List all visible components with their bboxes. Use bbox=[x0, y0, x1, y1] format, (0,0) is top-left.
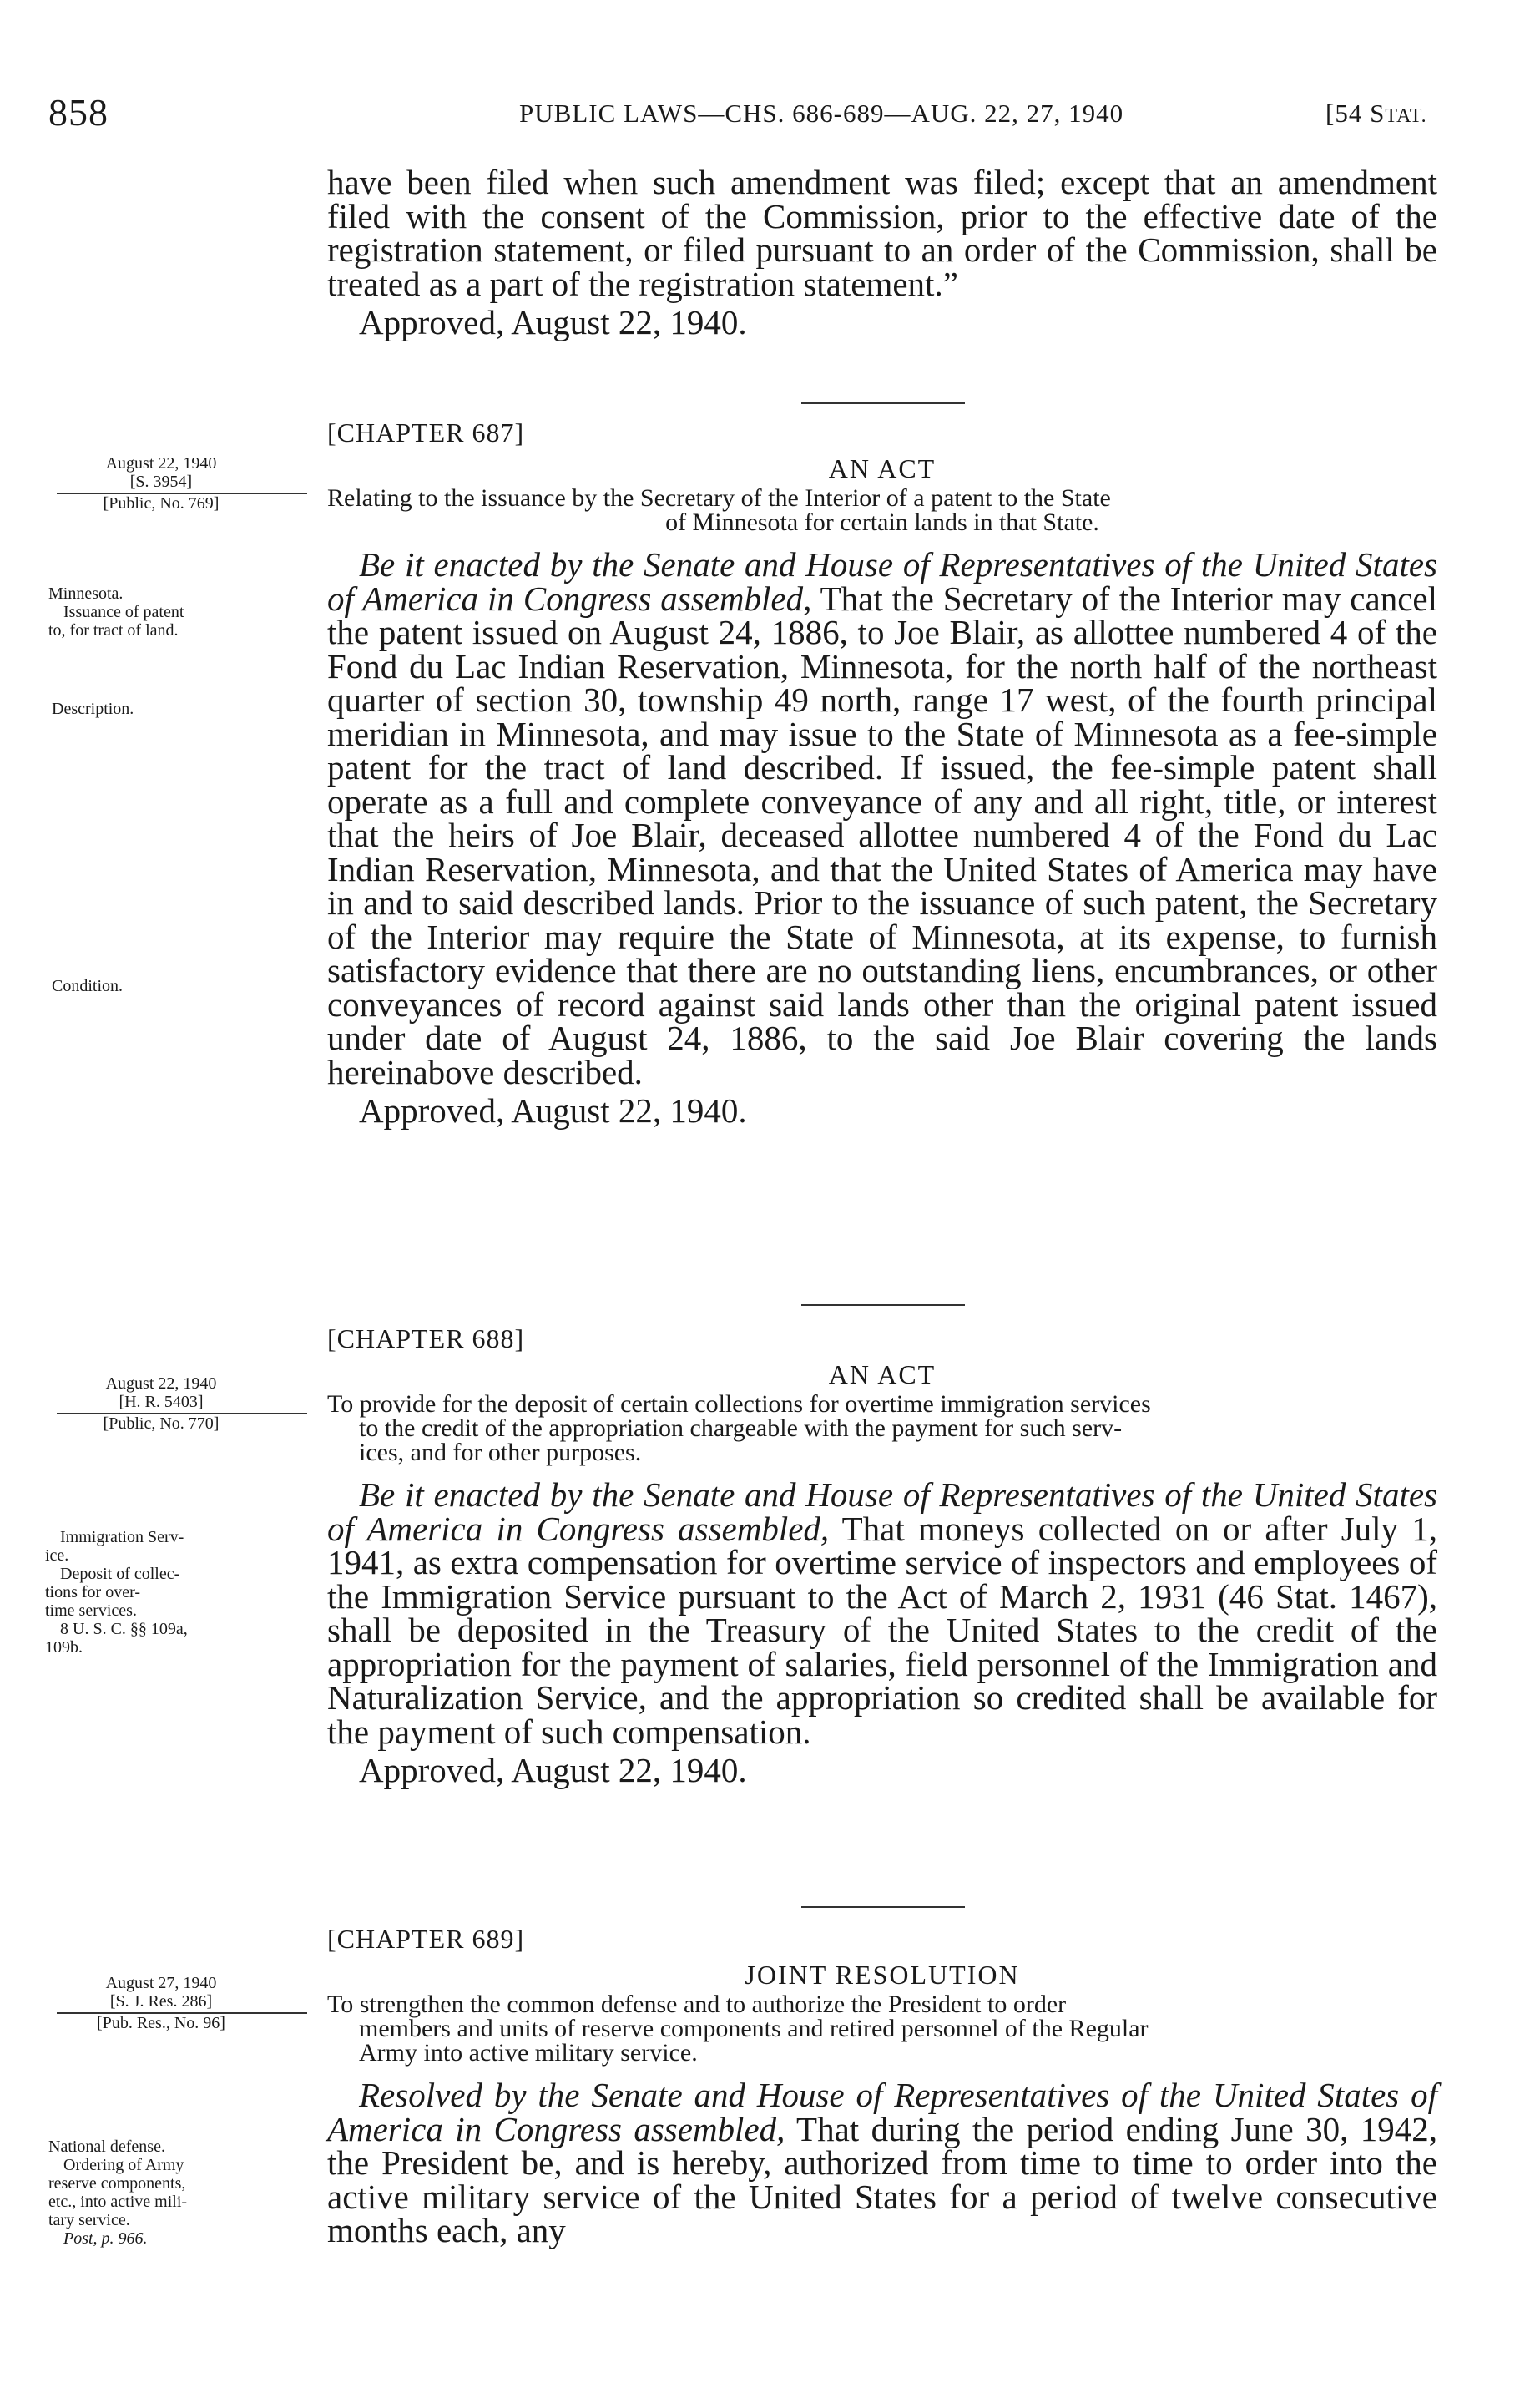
note-line: Minnesota. bbox=[48, 584, 124, 603]
purpose-line: Army into active military service. bbox=[359, 2039, 698, 2067]
margin-note bbox=[48, 2137, 299, 2248]
margin-public-law: [Pub. Res., No. 96] bbox=[97, 2014, 225, 2032]
note-line: tions for over- bbox=[45, 1583, 141, 1601]
approved-line: Approved, August 22, 1940. bbox=[359, 1091, 747, 1130]
act-purpose bbox=[327, 486, 1437, 534]
act-heading: AN ACT bbox=[828, 453, 937, 483]
margin-note bbox=[48, 584, 299, 640]
margin-public-law: [Public, No. 769] bbox=[103, 494, 220, 513]
note-line: etc., into active mili- bbox=[48, 2193, 188, 2211]
note-line: 109b. bbox=[45, 1638, 83, 1657]
act-heading: AN ACT bbox=[828, 1359, 937, 1389]
running-head: PUBLIC LAWS—CHS. 686-689—AUG. 22, 27, 1940 bbox=[519, 99, 1124, 128]
section-divider bbox=[801, 402, 965, 404]
margin-public-law: [Public, No. 770] bbox=[103, 1414, 220, 1433]
enacting-body bbox=[327, 2078, 1437, 2248]
stat-ref-suffix: TAT. bbox=[1385, 105, 1427, 127]
purpose-line: To provide for the deposit of certain collections for overtime immigration services bbox=[327, 1390, 1151, 1418]
note-line: Post, p. 966. bbox=[63, 2229, 148, 2248]
chapter-689 bbox=[327, 1924, 1437, 2248]
act-purpose bbox=[327, 1992, 1437, 2065]
enacting-body bbox=[327, 1475, 1437, 1751]
act-body: That during the period ending June 30, 1942, the President be, and is hereby, authorized from time to time to order into the active military service of the United States for a period of twelve consecutive months each, any bbox=[327, 2109, 1438, 2249]
note-line: National defense. bbox=[48, 2137, 165, 2156]
statute-reference bbox=[1325, 99, 1427, 129]
margin-citation-688 bbox=[32, 1374, 290, 1433]
note-line: tary service. bbox=[48, 2211, 130, 2229]
continuation-section bbox=[327, 165, 1437, 340]
note-line: reserve components, bbox=[48, 2174, 186, 2193]
margin-bill: [H. R. 5403] bbox=[119, 1393, 204, 1411]
stat-ref-prefix: [54 S bbox=[1325, 99, 1386, 128]
note-line: Issuance of patent bbox=[63, 603, 184, 621]
chapter-title: [CHAPTER 687] bbox=[327, 417, 525, 448]
note-line: Condition. bbox=[52, 977, 124, 995]
chapter-688 bbox=[327, 1323, 1437, 1788]
section-divider bbox=[801, 1304, 965, 1306]
margin-bill: [S. 3954] bbox=[129, 473, 193, 491]
margin-note bbox=[52, 700, 302, 718]
margin-citation-687 bbox=[32, 454, 290, 513]
purpose-line: of Minnesota for certain lands in that State. bbox=[665, 508, 1099, 536]
note-line: Ordering of Army bbox=[63, 2156, 184, 2174]
chapter-title: [CHAPTER 688] bbox=[327, 1323, 525, 1353]
act-body: That the Secretary of the Interior may cancel the patent issued on August 24, 1886, to Joe Blair, as allottee numbered 4 of the Fond du Lac Indian Reservation, Minnesota, for the north half of the northeast quarter of section 30, township 49 north, range 17 west, of the fourth principal meridian in Minnesota, and may issue to the State of Minnesota as a fee-simple patent for the tract of land described. If issued, the fee-simple patent shall operate as a full and complete conveyance of any and all right, title, or interest that the heirs of Joe Blair, deceased allottee numbered 4 of the Fond du Lac Indian Reservation, Minnesota, and that the United States of America may have in and to said described lands. Prior to the issuance of such patent, the Secretary of the Interior may require the State of Minnesota, at its expense, to furnish satisfactory evidence that there are no outstanding liens, encumbrances, or other conveyances of record against said lands other than the original patent issued under date of August 24, 1886, to the said Joe Blair covering the lands hereinabove described. bbox=[327, 579, 1437, 1091]
chapter-687 bbox=[327, 417, 1437, 1128]
margin-date: August 22, 1940 bbox=[105, 454, 217, 473]
purpose-line: Relating to the issuance by the Secretary of the Interior of a patent to the State bbox=[327, 484, 1111, 512]
section-divider bbox=[801, 1906, 965, 1908]
note-line: time services. bbox=[45, 1601, 137, 1620]
note-line: 8 U. S. C. §§ 109a, bbox=[60, 1620, 188, 1638]
note-line: to, for tract of land. bbox=[48, 621, 179, 640]
margin-date: August 22, 1940 bbox=[105, 1374, 217, 1393]
note-line: Deposit of collec- bbox=[60, 1565, 180, 1583]
note-line: Description. bbox=[52, 700, 134, 718]
margin-note bbox=[52, 977, 302, 995]
enacting-clause: Be it enacted by the Senate and House of Representatives of the United States of America in Congress assembled, bbox=[327, 1475, 1437, 1548]
enacting-clause: Be it enacted by the Senate and House of Representatives of the United States of America in Congress assembled, bbox=[327, 545, 1437, 618]
enacting-clause: Resolved by the Senate and House of Representatives of the United States of America in Congress assembled, bbox=[327, 2076, 1437, 2148]
margin-citation-689 bbox=[32, 1974, 290, 2032]
chapter-title: [CHAPTER 689] bbox=[327, 1924, 525, 1954]
margin-date: August 27, 1940 bbox=[105, 1974, 217, 1992]
note-line: Immigration Serv- bbox=[60, 1528, 184, 1546]
purpose-line: to the credit of the appropriation chargeable with the payment for such serv- bbox=[359, 1414, 1123, 1442]
enacting-body bbox=[327, 545, 1437, 1091]
act-body: That moneys collected on or after July 1, 1941, as extra compensation for overtime service of inspectors and employees of the Immigration Service pursuant to the Act of March 2, 1931 (46 Stat. 1467), shall be deposited in the Treasury of the United States to the credit of the appropriation for the payment of salaries, field personnel of the Immigration and Naturalization Service, and the appropriation so credited shall be available for the payment of such compensation. bbox=[327, 1509, 1437, 1751]
act-purpose bbox=[327, 1392, 1437, 1465]
continuation-text: have been filed when such amendment was filed; except that an amendment filed with the consent of the Commission, prior to the effective date of the registration statement, or filed pursuant to an order of the Commission, shall be treated as a part of the registration statement.” bbox=[327, 163, 1437, 303]
page-number: 858 bbox=[48, 91, 109, 134]
approved-line: Approved, August 22, 1940. bbox=[359, 1751, 747, 1789]
note-line: ice. bbox=[45, 1546, 69, 1565]
purpose-line: To strengthen the common defense and to authorize the President to order bbox=[327, 1991, 1067, 2018]
page-header bbox=[0, 90, 1540, 140]
margin-note bbox=[45, 1528, 295, 1657]
approved-line: Approved, August 22, 1940. bbox=[359, 303, 747, 341]
purpose-line: members and units of reserve components and retired personnel of the Regular bbox=[359, 2015, 1149, 2042]
act-heading: JOINT RESOLUTION bbox=[745, 1960, 1020, 1990]
purpose-line: ices, and for other purposes. bbox=[359, 1439, 642, 1466]
margin-bill: [S. J. Res. 286] bbox=[109, 1992, 213, 2011]
